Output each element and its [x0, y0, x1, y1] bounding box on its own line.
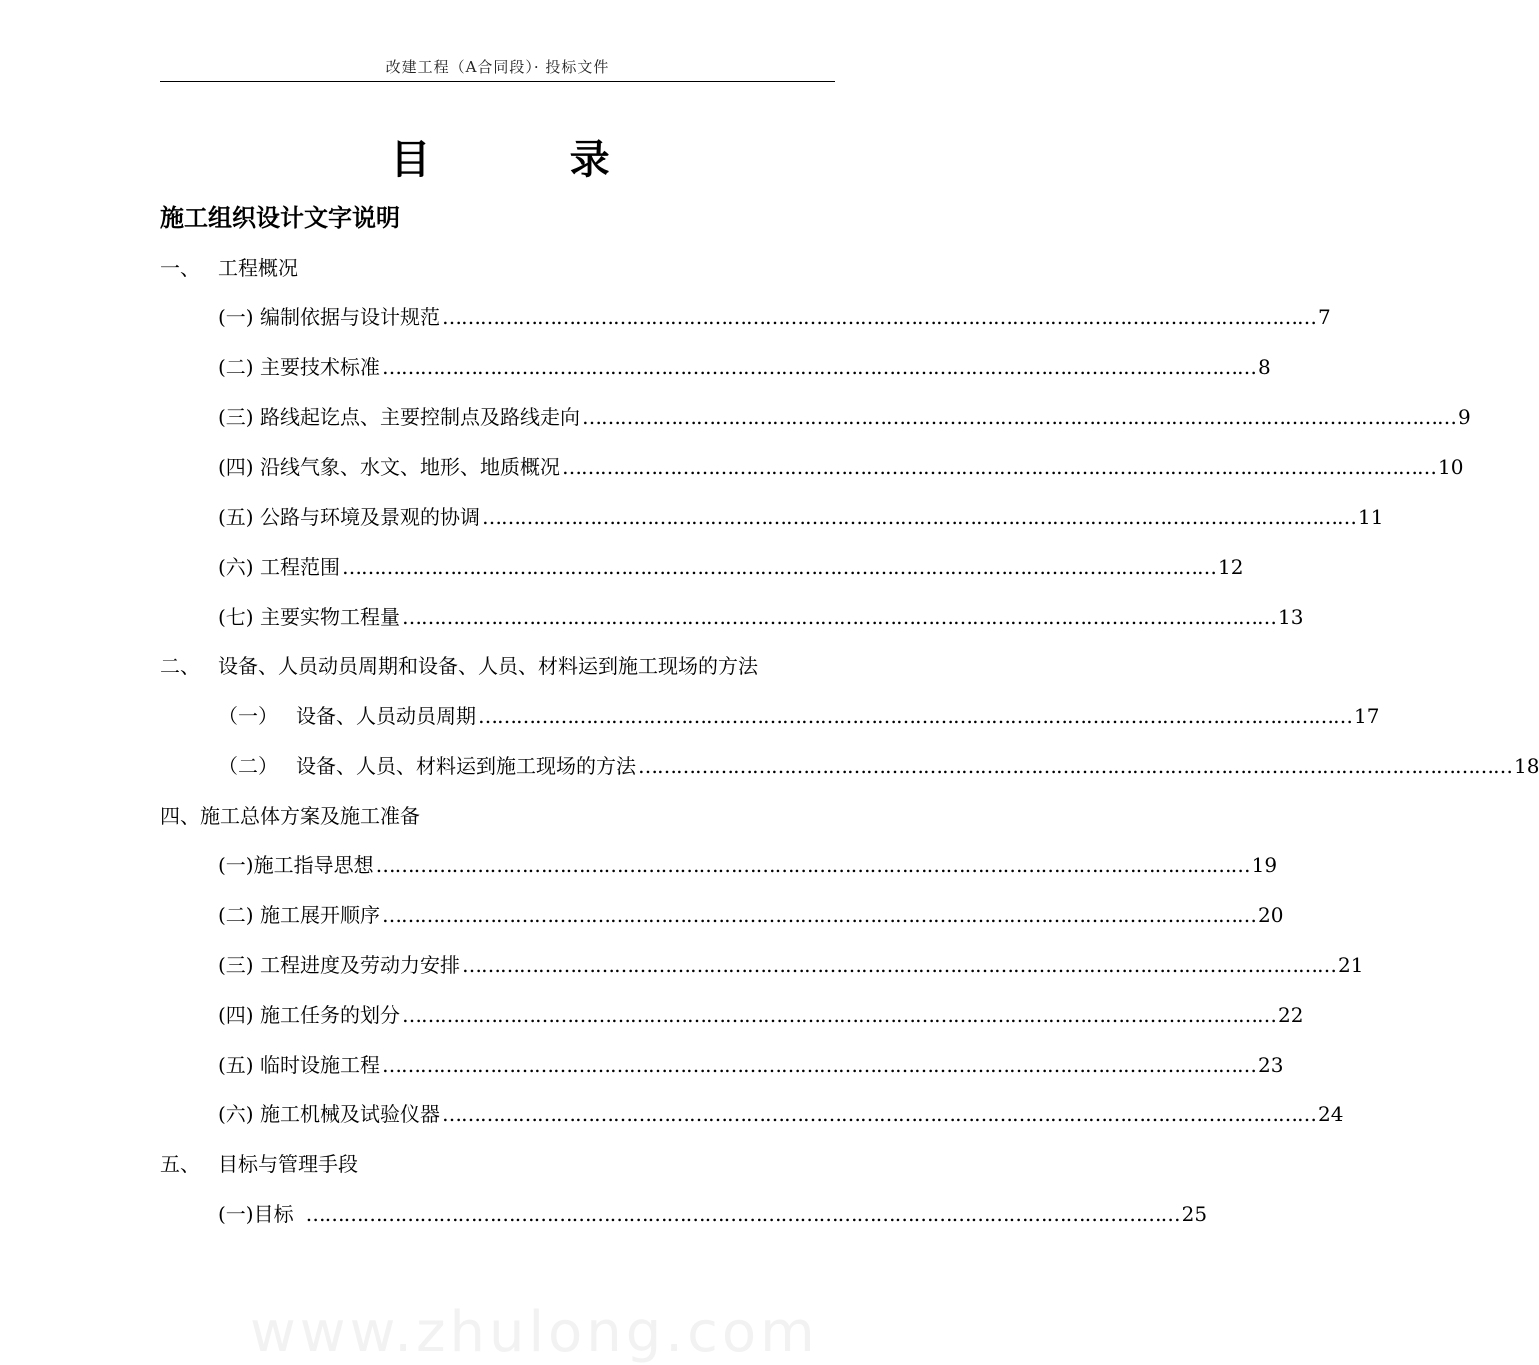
entry-page: 17: [1354, 704, 1380, 728]
dot-leader: …………………………………………………………………………………………………………………………: [561, 455, 1436, 479]
toc-entry[interactable]: [218, 401, 1471, 430]
entry-label: 设备、人员、材料运到施工现场的方法: [296, 754, 636, 778]
toc-entry[interactable]: [218, 999, 1304, 1028]
entry-label: (四) 沿线气象、水文、地形、地质概况: [218, 455, 560, 479]
section-heading: 施工组织设计文字说明: [160, 204, 400, 232]
chapter-number: 二、: [160, 654, 200, 678]
entry-label: (六) 施工机械及试验仪器: [218, 1102, 440, 1126]
entry-label: (五) 公路与环境及景观的协调: [218, 505, 480, 529]
entry-label: (一) 编制依据与设计规范: [218, 305, 440, 329]
toc-entry[interactable]: [218, 351, 1271, 380]
entry-label: (三) 路线起讫点、主要控制点及路线走向: [218, 405, 580, 429]
chapter-number: 一、: [160, 256, 200, 280]
dot-leader: …………………………………………………………………………………………………………………………: [375, 853, 1250, 877]
dot-leader: …………………………………………………………………………………………………………………………: [638, 754, 1512, 778]
chapter-number: 四、: [160, 804, 200, 828]
entry-label: (五) 临时设施工程: [218, 1053, 380, 1077]
dot-leader: …………………………………………………………………………………………………………………………: [481, 505, 1356, 529]
dot-leader: …………………………………………………………………………………………………………………………: [441, 305, 1316, 329]
entry-page: 25: [1181, 1202, 1208, 1226]
entry-label: (一)施工指导思想: [218, 853, 374, 877]
chapter-label: 设备、人员动员周期和设备、人员、材料运到施工现场的方法: [218, 654, 758, 678]
dot-leader: …………………………………………………………………………………………………………………………: [401, 605, 1276, 629]
dot-leader: …………………………………………………………………………………………………………………………: [581, 405, 1456, 429]
chapter-label: 施工总体方案及施工准备: [200, 804, 420, 828]
entry-number: （二）: [218, 754, 278, 778]
entry-label: (二) 主要技术标准: [218, 355, 380, 379]
entry-label: 设备、人员动员周期: [296, 704, 476, 728]
entry-page: 11: [1357, 505, 1384, 529]
toc-entry[interactable]: [218, 601, 1304, 630]
entry-page: 7: [1317, 305, 1331, 329]
entry-page: 21: [1337, 953, 1364, 977]
entry-label: (一)目标: [218, 1202, 294, 1226]
entry-page: 10: [1437, 455, 1464, 479]
toc-entry[interactable]: [218, 551, 1244, 580]
toc-entry[interactable]: [218, 700, 1380, 729]
entry-page: 22: [1277, 1003, 1304, 1027]
running-header: 改建工程（A合同段）· 投标文件: [385, 58, 610, 76]
entry-page: 18: [1514, 754, 1539, 778]
toc-entry[interactable]: [218, 301, 1331, 330]
entry-page: 9: [1457, 405, 1471, 429]
toc-entry[interactable]: [218, 949, 1364, 978]
chapter-number: 五、: [160, 1152, 200, 1176]
dot-leader: …………………………………………………………………………………………………………………………: [341, 555, 1216, 579]
chapter-label: 目标与管理手段: [218, 1152, 358, 1176]
entry-page: 23: [1257, 1053, 1284, 1077]
toc-entry[interactable]: [218, 849, 1278, 878]
toc-entry[interactable]: [218, 1049, 1284, 1078]
dot-leader: …………………………………………………………………………………………………………………………: [461, 953, 1336, 977]
entry-page: 20: [1257, 903, 1284, 927]
toc-entry[interactable]: [218, 451, 1464, 480]
entry-label: (七) 主要实物工程量: [218, 605, 400, 629]
toc-chapter[interactable]: [160, 1148, 358, 1177]
toc-entry[interactable]: [218, 750, 1539, 779]
entry-page: 8: [1257, 355, 1271, 379]
header-rule: [160, 81, 835, 82]
dot-leader: …………………………………………………………………………………………………………………………: [478, 704, 1352, 728]
entry-page: 19: [1251, 853, 1278, 877]
toc-chapter[interactable]: [160, 252, 298, 281]
toc-entry[interactable]: [218, 899, 1284, 928]
toc-title: 目 录: [390, 137, 610, 183]
entry-label: (二) 施工展开顺序: [218, 903, 380, 927]
dot-leader: …………………………………………………………………………………………………………………………: [305, 1202, 1180, 1226]
toc-chapter[interactable]: [160, 650, 758, 679]
dot-leader: …………………………………………………………………………………………………………………………: [381, 355, 1256, 379]
dot-leader: …………………………………………………………………………………………………………………………: [441, 1102, 1316, 1126]
entry-label: (三) 工程进度及劳动力安排: [218, 953, 460, 977]
entry-page: 13: [1277, 605, 1304, 629]
entry-label: (四) 施工任务的划分: [218, 1003, 400, 1027]
entry-label: (六) 工程范围: [218, 555, 340, 579]
entry-page: 12: [1217, 555, 1244, 579]
dot-leader: …………………………………………………………………………………………………………………………: [381, 1053, 1256, 1077]
entry-page: 24: [1317, 1102, 1344, 1126]
chapter-label: 工程概况: [218, 256, 298, 280]
dot-leader: …………………………………………………………………………………………………………………………: [401, 1003, 1276, 1027]
dot-leader: …………………………………………………………………………………………………………………………: [381, 903, 1256, 927]
entry-number: （一）: [218, 704, 278, 728]
watermark: www.zhulong.com: [250, 1300, 819, 1365]
toc-chapter[interactable]: [160, 800, 420, 829]
toc-entry[interactable]: [218, 1198, 1208, 1227]
toc-entry[interactable]: [218, 1098, 1344, 1127]
toc-entry[interactable]: [218, 501, 1384, 530]
